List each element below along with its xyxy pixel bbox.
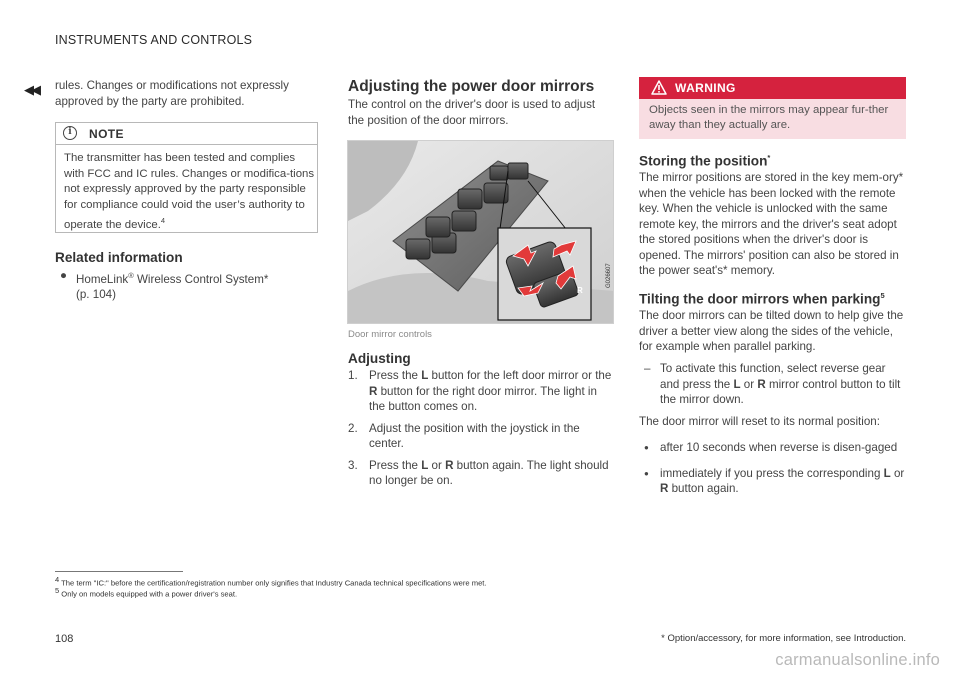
note-body <box>64 151 316 233</box>
related-list <box>55 268 320 309</box>
button-letter-l: L <box>421 458 429 472</box>
footnote-number: 5 <box>55 586 60 595</box>
item-text: or <box>890 466 905 480</box>
step-text: Adjust the position with the joystick in the center. <box>369 421 580 450</box>
step-text: button for the left door mirror or the <box>428 369 612 382</box>
button-letter-l: L <box>883 466 891 480</box>
button-letter-l: L <box>733 377 741 391</box>
bullet-icon: ● <box>644 443 649 452</box>
note-header <box>56 123 317 145</box>
step-2 <box>348 421 614 452</box>
dash-item <box>639 361 906 408</box>
note-text: The transmitter has been tested and complies with FCC and IC rules. Changes or modifica-tions not expressly approved by the party responsible for compliance could void the user’s authority to operate the device. <box>64 152 315 231</box>
intro-text: rules. Changes or modifications not expressly approved by the party are prohibited. <box>55 79 289 108</box>
related-link-homelink[interactable] <box>55 268 320 303</box>
step-number: 1. <box>348 369 358 382</box>
door-mirror-controls-image <box>347 140 614 324</box>
item-text: or <box>740 377 758 391</box>
note-title: NOTE <box>89 127 124 141</box>
related-information-heading: Related information <box>55 250 183 265</box>
item-text: button again. <box>668 482 739 495</box>
adjusting-steps <box>348 368 614 495</box>
svg-text:R: R <box>577 286 583 295</box>
footnote-5 <box>55 586 237 599</box>
tilting-action <box>639 361 906 414</box>
footnote-text: Only on models equipped with a power driver's seat. <box>61 589 238 599</box>
door-panel-illustration <box>348 141 614 324</box>
item-text: after 10 seconds when reverse is disen-gaged <box>660 441 898 454</box>
storing-heading <box>639 153 906 169</box>
previous-page-arrows[interactable]: ◀◀ <box>24 82 38 97</box>
button-letter-l: L <box>421 369 429 382</box>
note-box <box>55 122 318 233</box>
step-1 <box>348 368 614 415</box>
button-letter-r: R <box>660 482 669 495</box>
reset-bullets <box>639 440 906 503</box>
option-star: * <box>767 153 771 162</box>
warning-triangle-icon <box>651 80 667 95</box>
item-text: mirror control button to tilt the mirror down. <box>660 377 901 406</box>
step-text: or <box>428 458 446 472</box>
footnote-ref-5[interactable]: 5 <box>880 291 885 300</box>
bullet-item <box>639 466 906 497</box>
step-text: button again. The light should no longer be on. <box>369 458 609 487</box>
button-letter-r: R <box>757 377 766 391</box>
option-accessory-note: * Option/accessory, for more information, see Introduction. <box>661 633 906 644</box>
step-3 <box>348 458 614 489</box>
adjusting-heading: Adjusting <box>348 351 411 366</box>
reset-text: The door mirror will reset to its normal position: <box>639 415 880 428</box>
page-title: Adjusting the power door mirrors <box>348 78 595 95</box>
bullet-icon: ● <box>60 269 68 282</box>
button-letter-r: R <box>369 384 378 398</box>
item-text: immediately if you press the corresponding <box>660 466 884 480</box>
link-rest[interactable]: Wireless Control System* <box>133 272 269 286</box>
title-intro: The control on the driver's door is used to adjust the position of the door mirrors. <box>348 98 596 127</box>
step-text: Press the <box>369 369 422 382</box>
step-number: 3. <box>348 458 358 472</box>
footnote-text: The term "IC:" before the certification/registration number only signifies that Industry Canada technical specifications were met. <box>61 578 487 588</box>
tilting-heading <box>639 291 906 307</box>
link-name[interactable]: HomeLink <box>76 272 129 286</box>
watermark: carmanualsonline.info <box>775 651 940 669</box>
image-caption: Door mirror controls <box>348 329 432 340</box>
info-icon: i <box>63 126 77 140</box>
storing-heading-text: Storing the position <box>639 153 768 169</box>
footnote-number: 4 <box>55 575 60 584</box>
figure-code: G026607 <box>606 263 612 288</box>
footnote-divider <box>55 571 183 572</box>
section-title: INSTRUMENTS AND CONTROLS <box>55 33 253 47</box>
link-page-ref[interactable]: (p. 104) <box>76 288 116 302</box>
step-text: button for the right door mirror. The light in the button comes on. <box>369 384 597 413</box>
bullet-icon: ● <box>644 468 649 478</box>
tilting-heading-text: Tilting the door mirrors when parking <box>639 291 881 307</box>
item-text: To activate this function, select reverse gear and press the <box>660 362 886 391</box>
warning-title: WARNING <box>675 81 736 95</box>
warning-body: Objects seen in the mirrors may appear fur-ther away than they actually are. <box>649 104 889 131</box>
registered-mark: ® <box>128 271 134 280</box>
page-number: 108 <box>55 633 74 645</box>
storing-body: The mirror positions are stored in the key mem-ory* when the vehicle has been locked with the remote key. When the vehicle is unlocked with the same remote key, the mirrors and the driver's seat adopt the stored positions when the driver's door is opened. The mirrors' position can also be stored in the power seat's* memory. <box>639 171 904 277</box>
warning-box <box>639 77 906 139</box>
bullet-item <box>639 440 906 456</box>
step-number: 2. <box>348 421 358 435</box>
step-text: Press the <box>369 458 422 472</box>
footnote-ref-4[interactable]: 4 <box>160 216 166 225</box>
dash-marker: – <box>644 362 651 375</box>
tilting-body: The door mirrors can be tilted down to help give the driver a better view along the sides of the vehicle, for example when parallel parking. <box>639 309 904 353</box>
warning-header <box>639 77 906 99</box>
button-letter-r: R <box>445 458 454 472</box>
